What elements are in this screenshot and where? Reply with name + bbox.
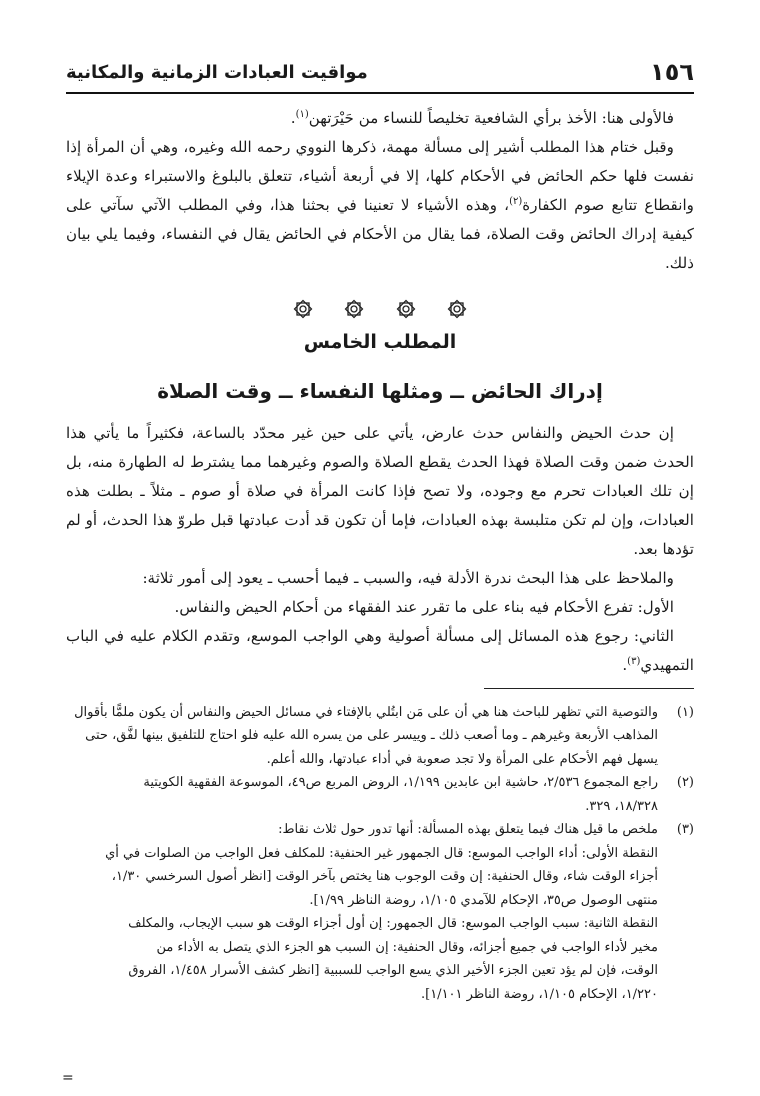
footnote-separator	[484, 688, 694, 689]
footnote-line: النقطة الأولى: أداء الواجب الموسع: قال الجمهور غير الحنفية: للمكلف فعل الواجب من الصلوات في أي	[105, 845, 658, 861]
header-rule	[66, 92, 694, 94]
ornament-divider	[66, 298, 694, 319]
ornament-icon	[396, 299, 416, 319]
ornament-icon	[344, 299, 364, 319]
footnote-line: والتوصية التي تظهر للباحث هنا هي أن على مَن ابتُلي بالإفتاء في مسائل الحيض والنفاس أن يكون ملمًّا بأقوال	[74, 704, 658, 720]
footnote-line: منتهى الوصول ص٣٥، الإحكام للآمدي ١/١٠٥، روضة الناظر ١/٩٩].	[309, 892, 658, 908]
continuation-mark: =	[62, 1070, 74, 1086]
footnote-ref-1[interactable]: (١)	[295, 108, 309, 120]
paragraph-2-text-b: ، وهذه الأشياء لا تعنينا في بحثنا هذا، وفي المطلب الآتي سآتي على كيفية إدراك الحائض وقت الصلاة، فما يقال من الأحكام في الحائض يقال في النفساء، وفيما يلي بيان ذلك.	[66, 196, 694, 272]
footnote-ref-2[interactable]: (٢)	[509, 195, 523, 207]
ornament-icon	[293, 299, 313, 319]
page-header	[66, 58, 694, 92]
ornament-icon	[447, 299, 467, 319]
footnote-line: الوقت، فإن لم يؤد تعين الجزء الأخير الذي يسع الواجب للسببية [انظر كشف الأسرار ١/٤٥٨، الفروق	[128, 963, 658, 978]
footnote-line: مخير لأداء الواجب في جميع أجزائه، وقال الحنفية: إن السبب هو الجزء الذي يتصل به الأداء من	[156, 939, 658, 955]
paragraph-1-end: .	[290, 109, 296, 127]
footnote-text	[66, 701, 658, 772]
section-title: المطلب الخامس	[303, 330, 457, 353]
footnote-line: النقطة الثانية: سبب الواجب الموسع: قال الجمهور: إن أول أجزاء الوقت هو سبب الإيجاب، والمكلف	[128, 916, 658, 931]
page-number: ١٥٦	[650, 58, 694, 86]
footnote-3	[66, 818, 694, 1006]
footnote-number: (١)	[676, 704, 694, 720]
paragraph-2	[66, 133, 694, 278]
footnote-2	[66, 771, 694, 818]
page-body	[66, 104, 694, 1006]
paragraph-2-text-a: وقبل ختام هذا المطلب أشير إلى مسألة مهمة، ذكرها النووي رحمه الله وغيره، وهي أن المرأة إذا نفست فلها حكم الحائض في الأحكام كلها، إلا في أربعة أشياء، تتعلق بالبلوغ والاستبراء وعدة الإيلاء وانقطاع تتابع صوم الكفارة	[66, 138, 694, 214]
footnote-number: (٣)	[676, 822, 694, 837]
paragraph-3: إن حدث الحيض والنفاس حدث عارض، يأتي على حين غير محدّد بالساعة، فكثيراً ما يأتي هذا الحدث ضمن وقت الصلاة فهذا الحدث يقطع الصلاة والصوم وغيرهما مما يشترط له الطهارة منه، بل إن تلك العبادات تحرم مع وجوده، ولا تصح فإذا كانت المرأة في صلاة أو صوم ـ مثلاً ـ بطلت هذه العبادات، وإن لم تكن متلبسة بهذه العبادات، فإما أن تكون قد أدت عبادتها قبل طروّ هذا الحدث، أو لم تؤدها بعد.	[66, 423, 694, 558]
footnote-1	[66, 701, 694, 772]
footnote-line: ملخص ما قيل هناك فيما يتعلق بهذه المسألة: أنها تدور حول ثلاث نقاط:	[278, 822, 658, 837]
footnote-line: يسهل فهم الأحكام على المرأة ولا تجد صعوبة في أداء عبادتها، والله أعلم.	[266, 751, 658, 767]
footnote-text	[66, 818, 658, 1006]
footnotes	[66, 701, 694, 1007]
paragraph-1	[66, 104, 694, 133]
paragraph-5: الأول: تفرع الأحكام فيه بناء على ما تقرر عند الفقهاء من أحكام الحيض والنفاس.	[174, 597, 674, 616]
footnote-line: المذاهب الأربعة وغيرهم ـ وما أصعب ذلك ـ وييسر على من يسره الله عليه فلو احتاج للتلفيق بينها لفَّق، حتى	[85, 728, 658, 743]
footnote-line: راجع المجموع ٢/٥٣٦، حاشية ابن عابدين ١/١٩٩، الروض المربع ص٤٩، الموسوعة الفقهية الكويتية	[143, 775, 658, 790]
footnote-text	[66, 771, 658, 818]
paragraph-1-text: فالأولى هنا: الأخذ برأي الشافعية تخليصاً للنساء من حَيْرَتهن	[308, 109, 674, 127]
paragraph-6-text: الثاني: رجوع هذه المسائل إلى مسألة أصولية وهي الواجب الموسع، وتقدم الكلام عليه في الباب التمهيدي	[66, 626, 694, 674]
footnote-line: ١٨/٣٢٨، ٣٢٩.	[585, 798, 658, 814]
section-subtitle: إدراك الحائض ــ ومثلها النفساء ــ وقت الصلاة	[157, 378, 603, 403]
paragraph-6-end: .	[622, 655, 628, 674]
running-title: مواقيت العبادات الزمانية والمكانية	[66, 62, 368, 83]
paragraph-6	[66, 622, 694, 680]
footnote-line: أجزاء الوقت شاء، وقال الحنفية: إن وقت الوجوب هنا يختص بآخر الوقت [انظر أصول السرخسي ١/٣٠،	[111, 869, 658, 884]
footnote-ref-3[interactable]: (٣)	[627, 655, 641, 667]
paragraph-4: والملاحظ على هذا البحث ندرة الأدلة فيه، والسبب ـ فيما أحسب ـ يعود إلى أمور ثلاثة:	[142, 568, 674, 587]
footnote-number: (٢)	[676, 775, 694, 790]
footnote-line: ١/٢٢٠، الإحكام ١/١٠٥، روضة الناظر ١/١٠١].	[420, 986, 658, 1002]
